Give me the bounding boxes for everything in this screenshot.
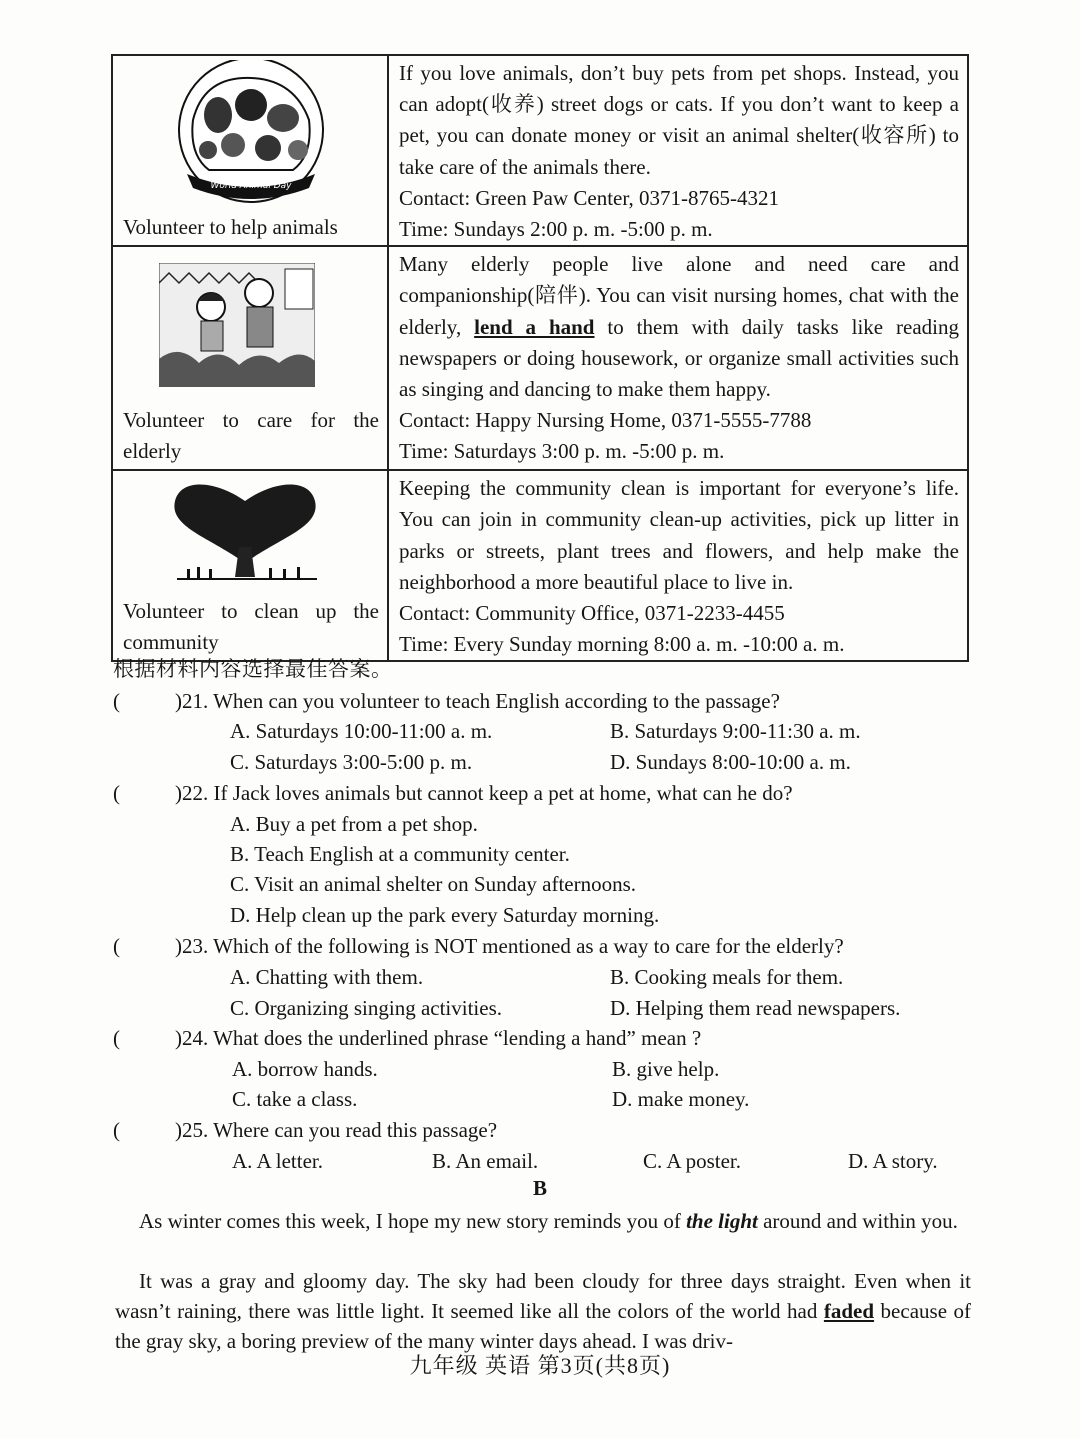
- paragraph-1: [115, 1206, 971, 1236]
- question-24: [0, 1023, 1080, 1115]
- instruction: 根据材料内容选择最佳答案。: [113, 657, 393, 681]
- caption-care-elderly: Volunteer to care for the elderly: [123, 408, 379, 464]
- contact-line: Contact: Happy Nursing Home, 0371-5555-7788: [399, 408, 812, 433]
- question-stem: )24. What does the underlined phrase “lending a hand” mean ?: [175, 1026, 702, 1050]
- answer-bracket[interactable]: (: [113, 934, 120, 958]
- intro-text: [399, 249, 959, 405]
- p1-text-b: around and within you.: [757, 1209, 958, 1233]
- community-description: [388, 470, 968, 661]
- option-d[interactable]: D. Sundays 8:00-10:00 a. m.: [610, 750, 851, 774]
- table-row: [112, 246, 968, 470]
- question-stem: )22. If Jack loves animals but cannot keep a pet at home, what can he do?: [175, 781, 793, 805]
- question-stem: )23. Which of the following is NOT mentioned as a way to care for the elderly?: [175, 934, 844, 958]
- paragraph-2: [115, 1266, 971, 1356]
- contact-line: Contact: Green Paw Center, 0371-8765-4321: [399, 185, 779, 210]
- elderly-illustration: [159, 263, 315, 387]
- tree-illustration: [169, 477, 321, 589]
- time-line: Time: Every Sunday morning 8:00 a. m. -10:00 a. m.: [399, 632, 845, 657]
- elderly-description: [388, 246, 968, 470]
- underlined-word-faded: faded: [823, 1299, 875, 1323]
- table-row: [112, 55, 968, 246]
- animals-description: [388, 55, 968, 246]
- caption-help-animals: Volunteer to help animals: [123, 215, 338, 240]
- question-stem: )21. When can you volunteer to teach English according to the passage?: [175, 689, 780, 713]
- time-line: Time: Sundays 2:00 p. m. -5:00 p. m.: [399, 217, 713, 242]
- intro-part-b: to them with daily tasks like reading newspapers or doing housework, or organize small activities such as singing and dancing to make them happy.: [399, 314, 959, 402]
- option-a[interactable]: A. Buy a pet from a pet shop.: [230, 812, 478, 836]
- question-stem: )25. Where can you read this passage?: [175, 1118, 498, 1142]
- option-b[interactable]: B. give help.: [612, 1057, 720, 1081]
- option-c[interactable]: C. Visit an animal shelter on Sunday afternoons.: [230, 872, 637, 896]
- section-heading: B: [532, 1176, 547, 1200]
- intro-text: If you love animals, don’t buy pets from pet shops. Instead, you can adopt(收养) street dogs or cats. If you don’t want to keep a pet, you can donate money or visit an animal shelter(收容所) to take care of the animals there.: [399, 61, 959, 179]
- option-d[interactable]: D. make money.: [612, 1087, 750, 1111]
- community-cell: [112, 470, 388, 661]
- animals-cell: [112, 55, 388, 246]
- table-row: [112, 470, 968, 661]
- question-25: [0, 1115, 1080, 1177]
- animals-illustration: [173, 60, 329, 206]
- option-b[interactable]: B. Saturdays 9:00-11:30 a. m.: [610, 719, 861, 743]
- answer-bracket[interactable]: (: [113, 1026, 120, 1050]
- option-a[interactable]: A. A letter.: [232, 1149, 323, 1173]
- p2-text-b: because of the gray sky, a boring preview of the many winter days ahead. I was driv-: [115, 1299, 972, 1353]
- question-23: [0, 931, 1080, 1023]
- option-a[interactable]: A. borrow hands.: [232, 1057, 378, 1081]
- option-c[interactable]: C. take a class.: [232, 1087, 358, 1111]
- p1-text-a: As winter comes this week, I hope my new story reminds you of: [139, 1209, 687, 1233]
- badge-text: World Animal Day: [210, 181, 292, 191]
- elderly-cell: [112, 246, 388, 470]
- answer-bracket[interactable]: (: [113, 1118, 120, 1142]
- intro-text: Keeping the community clean is important for everyone’s life. You can join in community clean-up activities, pick up litter in parks or streets, plant trees and flowers, and help make the neighborhood a more beautiful place to live in.: [399, 476, 959, 594]
- p2-text-a: It was a gray and gloomy day. The sky had been cloudy for three days straight. Even when it wasn’t raining, there was little light. It seemed like all the colors of the world had: [115, 1269, 971, 1323]
- time-line: Time: Saturdays 3:00 p. m. -5:00 p. m.: [399, 439, 725, 464]
- question-22: [0, 778, 1080, 930]
- option-d[interactable]: D. Help clean up the park every Saturday morning.: [230, 903, 660, 927]
- answer-bracket[interactable]: (: [113, 781, 120, 805]
- option-a[interactable]: A. Chatting with them.: [230, 965, 424, 989]
- option-b[interactable]: B. Cooking meals for them.: [610, 965, 844, 989]
- option-a[interactable]: A. Saturdays 10:00-11:00 a. m.: [230, 719, 493, 743]
- page-footer: 九年级 英语 第3页(共8页): [409, 1353, 671, 1378]
- option-d[interactable]: D. A story.: [848, 1149, 938, 1173]
- contact-line: Contact: Community Office, 0371-2233-4455: [399, 601, 785, 626]
- question-21: [0, 686, 1080, 778]
- option-b[interactable]: B. Teach English at a community center.: [230, 842, 570, 866]
- volunteer-table: [111, 54, 969, 662]
- option-c[interactable]: C. A poster.: [643, 1149, 742, 1173]
- emphasis-the-light: the light: [686, 1209, 758, 1233]
- option-c[interactable]: C. Organizing singing activities.: [230, 996, 502, 1020]
- option-d[interactable]: D. Helping them read newspapers.: [610, 996, 901, 1020]
- answer-bracket[interactable]: (: [113, 689, 120, 713]
- option-b[interactable]: B. An email.: [432, 1149, 539, 1173]
- caption-clean-community: Volunteer to clean up the community: [123, 599, 379, 655]
- option-c[interactable]: C. Saturdays 3:00-5:00 p. m.: [230, 750, 473, 774]
- underlined-phrase: lend a hand: [474, 314, 595, 339]
- intro-part-a: Many elderly people live alone and need care and companionship(陪伴). You can visit nursing homes, chat with the elderly,: [399, 252, 959, 339]
